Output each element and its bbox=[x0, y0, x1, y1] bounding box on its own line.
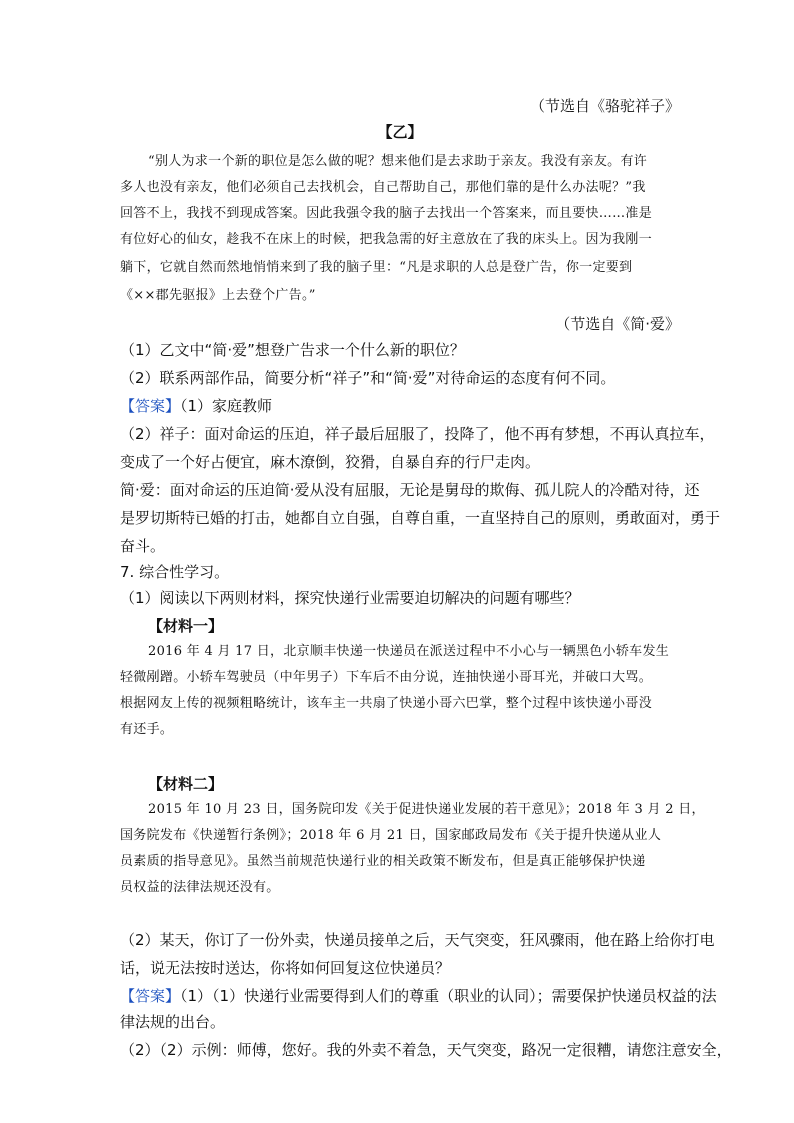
question-heading: 7. 综合性学习。 bbox=[120, 563, 230, 581]
material-line: 根据网友上传的视频粗略统计，该车主一共扇了快递小哥六巴掌，整个过程中该快递小哥没 bbox=[120, 696, 653, 711]
passage-line: 多人也没有亲友，他们必须自己去找机会，自己帮助自己，那他们靠的是什么办法呢？”我 bbox=[120, 180, 646, 195]
answer-line: 变成了一个好占便宜，麻木潦倒，狡猾，自暴自弃的行尸走肉。 bbox=[120, 453, 541, 471]
passage-line: 躺下，它就自然而然地悄悄来到了我的脑子里：“凡是求职的人总是登广告，你一定要到 bbox=[120, 260, 633, 275]
section-heading-yi: 【乙】 bbox=[377, 123, 423, 141]
question-line: （1）阅读以下两则材料，探究快递行业需要迫切解决的问题有哪些？ bbox=[120, 589, 580, 607]
material-line: 2016 年 4 月 17 日，北京顺丰快递一快递员在派送过程中不小心与一辆黑色小轿车发生 bbox=[148, 644, 670, 659]
source-note-luotuo: （节选自《骆驼祥子》 bbox=[529, 97, 680, 115]
answer-line: （2）祥子：面对命运的压迫，祥子最后屈服了，投降了，他不再有梦想，不再认真拉车， bbox=[120, 425, 715, 443]
answer-line: 【答案】（1）（1）快递行业需要得到人们的尊重（职业的认同）；需要保护快递员权益的法 bbox=[120, 987, 717, 1005]
material-line: 国务院发布《快递暂行条例》；2018 年 6 月 21 日，国家邮政局发布《关于提升快递从业人 bbox=[120, 828, 662, 843]
passage-line: 有位好心的仙女，趁我不在床上的时候，把我急需的好主意放在了我的床头上。因为我刚一 bbox=[120, 232, 653, 247]
answer-line: 【答案】（1）家庭教师 bbox=[120, 397, 273, 415]
material-line: 轻微剐蹭。小轿车驾驶员（中年男子）下车后不由分说，连抽快递小哥耳光，并破口大骂。 bbox=[120, 670, 653, 685]
question-line: （2）联系两部作品，简要分析“祥子”和“简·爱”对待命运的态度有何不同。 bbox=[120, 369, 616, 387]
answer-line: （2）（2）示例：师傅，您好。我的外卖不着急，天气突变，路况一定很糟，请您注意安全， bbox=[120, 1041, 732, 1059]
passage-line: “别人为求一个新的职位是怎么做的呢？想来他们是去求助于亲友。我没有亲友。有许 bbox=[148, 154, 648, 169]
answer-line: 简·爱：面对命运的压迫简·爱从没有屈服，无论是舅母的欺侮、孤儿院人的冷酷对待，还 bbox=[120, 481, 700, 499]
answer-line: 律法规的出台。 bbox=[120, 1013, 226, 1031]
answer-line: 是罗切斯特已婚的打击，她都自立自强，自尊自重，一直坚持自己的原则，勇敢面对，勇于 bbox=[120, 509, 721, 527]
material-line: 有还手。 bbox=[120, 722, 174, 737]
passage-line: 《××郡先驱报》上去登个广告。” bbox=[120, 288, 316, 303]
passage-line: 回答不上，我找不到现成答案。因此我强令我的脑子去找出一个答案来，而且要快……准是 bbox=[120, 206, 653, 221]
material-line: 员素质的指导意见》。虽然当前规范快递行业的相关政策不断发布，但是真正能够保护快递 bbox=[120, 854, 646, 869]
answer-label: 【答案】 bbox=[120, 987, 181, 1005]
material-line: 员权益的法律法规还没有。 bbox=[120, 880, 280, 895]
material-heading: 【材料一】 bbox=[148, 617, 224, 635]
answer-label: 【答案】 bbox=[120, 397, 181, 415]
question-line: （1）乙文中“简·爱”想登广告求一个什么新的职位？ bbox=[120, 341, 465, 359]
material-line: 2015 年 10 月 23 日，国务院印发《关于促进快递业发展的若干意见》；2018 年 3 月 2 日， bbox=[148, 802, 705, 817]
source-note-jianai: （节选自《简·爱》 bbox=[555, 315, 680, 333]
question-line: （2）某天，你订了一份外卖，快递员接单之后，天气突变，狂风骤雨，他在路上给你打电 bbox=[120, 931, 715, 949]
question-line: 话，说无法按时送达，你将如何回复这位快递员？ bbox=[120, 959, 451, 977]
answer-line: 奋斗。 bbox=[120, 537, 166, 555]
material-heading: 【材料二】 bbox=[148, 775, 224, 793]
